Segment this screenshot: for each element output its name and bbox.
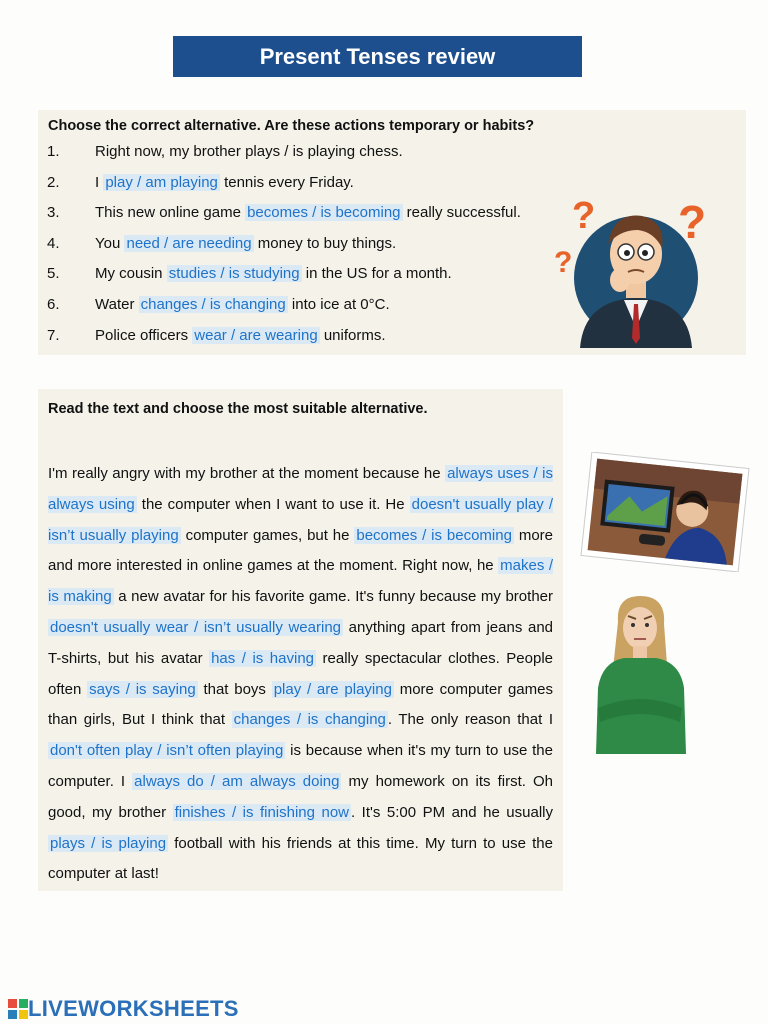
item-text-before: Water bbox=[95, 296, 139, 313]
liveworksheets-logo-icon bbox=[8, 999, 28, 1019]
answer-choice[interactable]: becomes / is becoming bbox=[356, 526, 512, 544]
item-text-before: My cousin bbox=[95, 265, 167, 282]
passage-text: anything apart from jeans and T-shirts, but his avatar bbox=[48, 618, 553, 667]
exercise-1-instruction: Choose the correct alternative. Are these actions temporary or habits? bbox=[48, 118, 535, 134]
boy-gaming-photo bbox=[580, 452, 750, 572]
item-text bbox=[95, 174, 354, 191]
item-number: 3. bbox=[47, 204, 60, 221]
answer-choice[interactable]: finishes / is finishing now bbox=[174, 803, 350, 821]
passage-text: more and more interested in online games at the moment. Right now, he bbox=[48, 526, 553, 575]
svg-text:?: ? bbox=[572, 195, 596, 237]
answer-choice[interactable]: says / is saying bbox=[89, 680, 196, 698]
answer-choice[interactable]: studies / is studying bbox=[168, 265, 300, 282]
item-text bbox=[95, 296, 390, 313]
item-number: 4. bbox=[47, 235, 60, 252]
angry-woman-photo bbox=[590, 592, 690, 754]
confused-man-illustration bbox=[550, 188, 720, 348]
item-text-before: Police officers bbox=[95, 327, 193, 344]
liveworksheets-logo-text: LIVEWORKSHEETS bbox=[28, 996, 239, 1021]
item-text-before: This new online game bbox=[95, 204, 246, 221]
page-title: Present Tenses review bbox=[173, 36, 582, 77]
answer-choice[interactable]: becomes / is becoming bbox=[247, 204, 401, 221]
passage-text: is because when it's my turn to use the computer. I bbox=[48, 742, 553, 790]
item-text-after: tennis every Friday. bbox=[219, 174, 354, 191]
passage-text: computer games, but he bbox=[180, 526, 355, 544]
passage-text: a new avatar for his favorite game. It's funny because my brother bbox=[113, 588, 553, 606]
item-number: 6. bbox=[47, 296, 60, 313]
item-text-before: You bbox=[95, 235, 125, 252]
exercise-2-passage bbox=[48, 459, 553, 890]
answer-choice[interactable]: doesn't usually play / isn’t usually playing bbox=[48, 495, 553, 544]
exercise-2-instruction: Read the text and choose the most suitable alternative. bbox=[48, 401, 428, 417]
answer-choice[interactable]: don't often play / isn’t often playing bbox=[50, 742, 284, 760]
passage-text: my homework on its first. Oh good, my brother bbox=[48, 772, 553, 821]
answer-choice[interactable]: has / is having bbox=[211, 649, 315, 667]
item-text bbox=[95, 204, 521, 221]
answer-choice[interactable]: makes / is making bbox=[48, 557, 554, 606]
passage-text: . The only reason that I bbox=[387, 711, 553, 729]
passage-text: . It's 5:00 PM and he usually bbox=[351, 803, 554, 821]
item-text-after: in the US for a month. bbox=[301, 265, 452, 282]
item-text-before: Right now, my brother plays / is playing chess. bbox=[95, 143, 403, 160]
answer-choice[interactable]: play / am playing bbox=[105, 174, 218, 191]
liveworksheets-logo bbox=[8, 996, 239, 1022]
item-text-after: uniforms. bbox=[319, 327, 386, 344]
answer-choice[interactable]: changes / is changing bbox=[140, 296, 286, 313]
exercise-1-panel bbox=[38, 110, 746, 355]
item-text bbox=[95, 265, 452, 282]
item-text bbox=[95, 327, 386, 344]
passage-text: the computer when I want to use it. He bbox=[136, 495, 410, 513]
item-number: 5. bbox=[47, 265, 60, 282]
passage-text: I'm really angry with my brother at the moment because he bbox=[48, 465, 446, 482]
item-number: 2. bbox=[47, 174, 60, 191]
answer-choice[interactable]: wear / are wearing bbox=[194, 327, 318, 344]
item-number: 1. bbox=[47, 143, 60, 160]
answer-choice[interactable]: changes / is changing bbox=[233, 711, 386, 729]
answer-choice[interactable]: play / are playing bbox=[273, 680, 392, 698]
svg-text:?: ? bbox=[678, 196, 707, 248]
answer-choice[interactable]: always do / am always doing bbox=[134, 772, 340, 790]
passage-text: football with his friends at this time. My turn to use the computer at last! bbox=[48, 834, 553, 883]
item-text-after: into ice at 0°C. bbox=[287, 296, 390, 313]
answer-choice[interactable]: plays / is playing bbox=[50, 834, 167, 852]
passage-text: that boys bbox=[197, 680, 272, 698]
passage-text: more computer games than girls, But I think that bbox=[48, 680, 553, 729]
answer-choice[interactable]: always uses / is always using bbox=[48, 465, 554, 513]
passage-text: really spectacular clothes. People often bbox=[48, 649, 554, 698]
answer-choice[interactable]: doesn't usually wear / isn’t usually wearing bbox=[50, 618, 342, 636]
item-text-after: money to buy things. bbox=[253, 235, 397, 252]
item-text-before: I bbox=[95, 174, 104, 191]
item-text bbox=[95, 143, 403, 160]
answer-choice[interactable]: need / are needing bbox=[126, 235, 252, 252]
item-text-after: really successful. bbox=[402, 204, 521, 221]
exercise-2-panel bbox=[38, 389, 563, 891]
svg-text:?: ? bbox=[554, 246, 573, 279]
item-number: 7. bbox=[47, 327, 60, 344]
item-text bbox=[95, 235, 396, 252]
